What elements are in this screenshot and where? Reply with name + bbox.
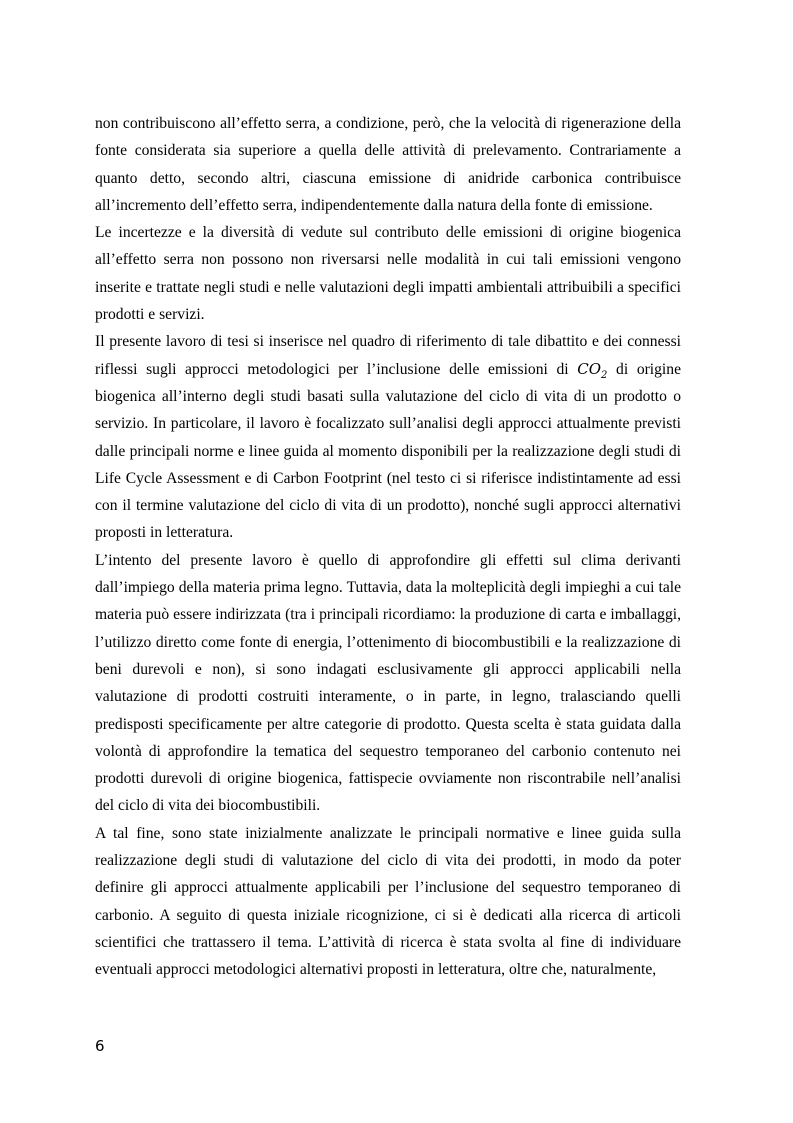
paragraph-3 (95, 328, 681, 546)
paragraph-1: non contribuiscono all’effetto serra, a condizione, però, che la velocità di rigenerazione della fonte considerata sia superiore a quella delle attività di prelevamento. Contrariamente a quanto detto, secondo altri, ciascuna emissione di anidride carbonica contribuisce all’incremento dell’effetto serra, indipendentemente dalla natura della fonte di emissione. (95, 115, 681, 214)
co2-formula-subscript: 2 (601, 369, 608, 381)
page-number: 6 (95, 1037, 105, 1055)
co2-formula-base: CO (577, 359, 602, 378)
paragraph-5: A tal fine, sono state inizialmente analizzate le principali normative e linee guida sulla realizzazione degli studi di valutazione del ciclo di vita dei prodotti, in modo da poter definire gli approcci attualmente applicabili per l’inclusione del sequestro temporaneo di carbonio. A seguito di questa iniziale ricognizione, ci si è dedicati alla ricerca di articoli scientifici che trattassero il tema. L’attività di ricerca è stata svolta al fine di individuare eventuali approcci metodologici alternativi proposti in letteratura, oltre che, naturalmente, (95, 824, 681, 979)
paragraph-3-text-before: Il presente lavoro di tesi si inserisce nel quadro di riferimento di tale dibattito e dei connessi riflessi sugli approcci metodologici per l’inclusione delle emissioni di (95, 333, 681, 378)
co2-formula (577, 359, 608, 381)
paragraph-4: L’intento del presente lavoro è quello di approfondire gli effetti sul clima derivanti dall’impiego della materia prima legno. Tuttavia, data la molteplicità degli impieghi a cui tale materia può essere indirizzata (tra i principali ricordiamo: la produzione di carta e imballaggi, l’utilizzo diretto come fonte di energia, l’ottenimento di biocombustibili e la realizzazione di beni durevoli e non), si sono indagati esclusivamente gli approcci applicabili nella valutazione di prodotti costruiti interamente, o in parte, in legno, tralasciando quelli predisposti specificamente per altre categorie di prodotto. Questa scelta è stata guidata dalla volontà di approfondire la tematica del sequestro temporaneo del carbonio contenuto nei prodotti durevoli di origine biogenica, fattispecie ovviamente non riscontrabile nell’analisi del ciclo di vita dei biocombustibili. (95, 551, 681, 815)
body-text (95, 110, 681, 984)
paragraph-3-text-after: di origine biogenica all’interno degli studi basati sulla valutazione del ciclo di vita di un prodotto o servizio. In particolare, il lavoro è focalizzato sull’analisi degli approcci attualmente previsti dalle principali norme e linee guida al momento disponibili per la realizzazione degli studi di Life Cycle Assessment e di Carbon Footprint (nel testo ci si riferisce indistintamente ad essi con il termine valutazione del ciclo di vita di un prodotto), nonché sugli approcci alternativi proposti in letteratura. (95, 360, 681, 542)
paragraph-2: Le incertezze e la diversità di vedute sul contributo delle emissioni di origine biogenica all’effetto serra non possono non riversarsi nelle modalità in cui tali emissioni vengono inserite e trattate negli studi e nelle valutazioni degli impatti ambientali attribuibili a specifici prodotti e servizi. (95, 224, 681, 324)
